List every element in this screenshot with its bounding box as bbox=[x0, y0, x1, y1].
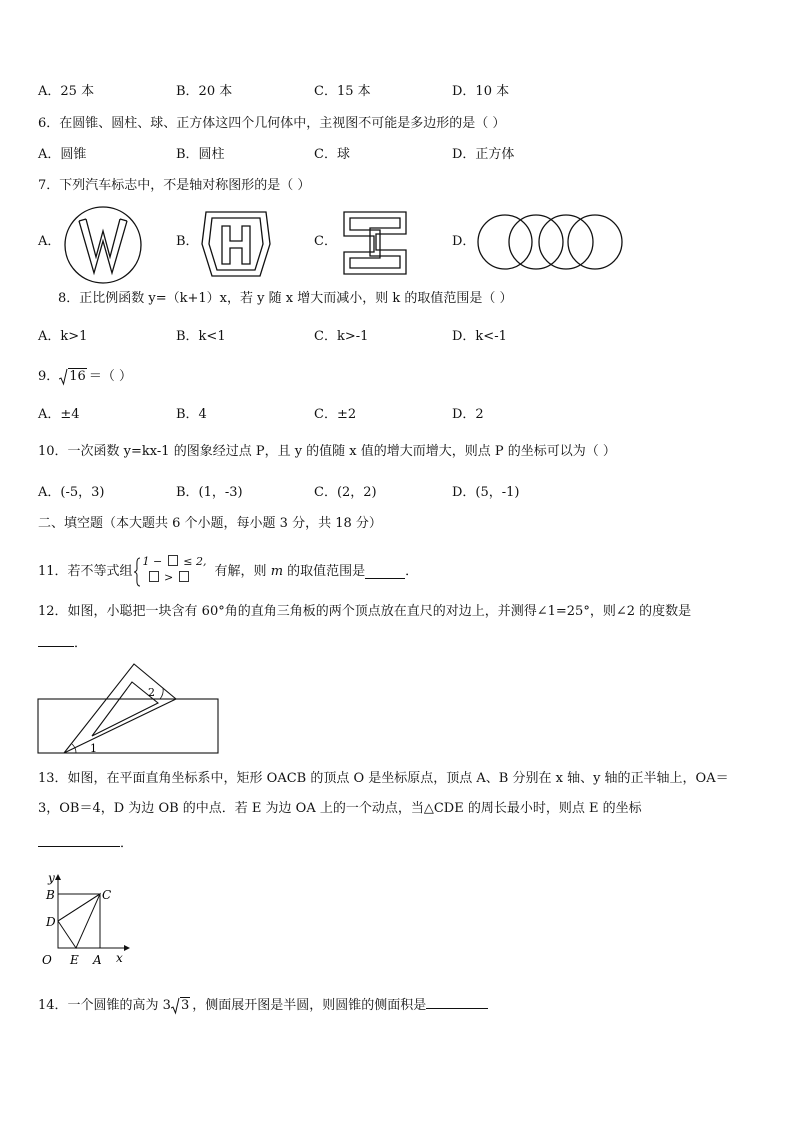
q11-system bbox=[133, 557, 211, 587]
q9-radicand: 16 bbox=[69, 369, 86, 384]
q8-option-d: D．k<-1 bbox=[452, 329, 507, 344]
q7-label-b: B． bbox=[176, 234, 199, 249]
q7-question: 7．下列汽车标志中，不是轴对称图形的是（ ） bbox=[38, 178, 311, 193]
point-o-label: O bbox=[42, 953, 52, 967]
q13-answer-blank bbox=[38, 834, 120, 847]
q9-prefix: 9． bbox=[38, 369, 60, 384]
q8-option-b: B．k<1 bbox=[176, 329, 226, 344]
q11-row2-op: > bbox=[160, 571, 177, 584]
q9-option-c: C．±2 bbox=[314, 407, 357, 422]
q14-question bbox=[38, 996, 488, 1015]
q12-answer-line bbox=[38, 634, 87, 653]
missing-glyph-box bbox=[179, 571, 189, 582]
q14-radicand: 3 bbox=[180, 998, 190, 1013]
q6-question: 6．在圆锥、圆柱、球、正方体这四个几何体中，主视图不可能是多边形的是（ ） bbox=[38, 116, 506, 131]
point-d-label: D bbox=[46, 915, 56, 929]
q9-sqrt bbox=[59, 368, 87, 386]
q10-option-c: C．(2，2) bbox=[314, 485, 377, 500]
missing-glyph-box bbox=[149, 571, 159, 582]
q14-sqrt bbox=[171, 997, 190, 1015]
y-axis-label: y bbox=[48, 871, 55, 885]
section-heading: 二、填空题（本大题共 6 个小题，每小题 3 分，共 18 分） bbox=[38, 516, 382, 531]
angle-1-label: 1 bbox=[90, 742, 97, 755]
q9-suffix: ＝（ ） bbox=[88, 369, 132, 384]
q9-option-a: A．±4 bbox=[38, 407, 80, 422]
q6-option-a: A．圆锥 bbox=[38, 147, 87, 162]
q11-suffix: 的取值范围是 bbox=[283, 564, 366, 579]
q7-label-d: D． bbox=[452, 234, 476, 249]
q6-option-c: C．球 bbox=[314, 147, 350, 162]
q6-option-d: D．正方体 bbox=[452, 147, 515, 162]
ruler-triangle-figure bbox=[36, 662, 222, 756]
q11-var: m bbox=[270, 564, 284, 579]
brace-icon bbox=[133, 557, 141, 587]
q11-question bbox=[38, 557, 418, 585]
q7-label-c: C． bbox=[314, 234, 337, 249]
missing-glyph-box bbox=[168, 555, 178, 566]
q6-options bbox=[38, 146, 758, 164]
q9-option-d: D．2 bbox=[452, 407, 484, 422]
q13-end: ． bbox=[120, 836, 134, 851]
point-a-label: A bbox=[93, 953, 102, 967]
point-e-label: E bbox=[70, 953, 79, 967]
q9-question bbox=[38, 368, 132, 386]
q5-option-c: C．15 本 bbox=[314, 84, 371, 99]
q13-question-line1: 13．如图，在平面直角坐标系中，矩形 OACB 的顶点 O 是坐标原点，顶点 A、B 分别在 x 轴、y 轴的正半轴上，OA＝ bbox=[38, 771, 729, 786]
q11-end: ． bbox=[405, 564, 419, 579]
point-b-label: B bbox=[46, 888, 55, 902]
four-rings-logo-figure bbox=[476, 212, 624, 272]
q13-question-line2: 3，OB＝4，D 为边 OB 的中点．若 E 为边 OA 上的一个动点，当△CDE 的周长最小时，则点 E 的坐标 bbox=[38, 801, 642, 816]
point-c-label: C bbox=[102, 888, 112, 902]
q9-option-b: B．4 bbox=[176, 407, 207, 422]
q5-option-b: B．20 本 bbox=[176, 84, 233, 99]
q12-answer-blank bbox=[38, 634, 74, 647]
q11-row1-left: 1 − bbox=[142, 555, 166, 568]
q12-question: 12．如图，小聪把一块含有 60°角的直角三角板的两个顶点放在直尺的对边上，并测得∠1=25°，则∠2 的度数是 bbox=[38, 604, 692, 619]
q10-option-a: A．(-5，3) bbox=[38, 485, 105, 500]
q8-options bbox=[38, 328, 758, 346]
q14-suffix: ，侧面展开图是半圆，则圆锥的侧面积是 bbox=[192, 998, 427, 1013]
x-axis-label: x bbox=[116, 951, 123, 965]
q10-option-d: D．(5，-1) bbox=[452, 485, 520, 500]
q10-question: 10．一次函数 y=kx-1 的图象经过点 P，且 y 的值随 x 值的增大而增大，则点 P 的坐标可以为（ ） bbox=[38, 444, 616, 459]
q11-mid: 有解，则 bbox=[214, 564, 271, 579]
q11-answer-blank bbox=[365, 566, 405, 579]
q9-options bbox=[38, 406, 758, 424]
q7-label-a: A． bbox=[38, 234, 61, 249]
q6-option-b: B．圆柱 bbox=[176, 147, 225, 162]
q5-option-d: D．10 本 bbox=[452, 84, 510, 99]
q5-options bbox=[38, 83, 758, 101]
sqrt-sign-icon bbox=[171, 997, 180, 1015]
q8-option-c: C．k>-1 bbox=[314, 329, 369, 344]
z-logo-figure bbox=[340, 208, 410, 278]
sqrt-sign-icon bbox=[59, 368, 68, 386]
q11-row1-right: ≤ 2, bbox=[179, 555, 207, 568]
q8-option-a: A．k>1 bbox=[38, 329, 88, 344]
coordinate-figure bbox=[38, 868, 132, 968]
q10-option-b: B．(1，-3) bbox=[176, 485, 243, 500]
q13-answer-line bbox=[38, 834, 133, 853]
q11-row1 bbox=[143, 555, 207, 569]
q12-end: ． bbox=[74, 636, 88, 651]
angle-2-label: 2 bbox=[148, 686, 155, 699]
q8-question: 8．正比例函数 y=（k+1）x，若 y 随 x 增大而减小，则 k 的取值范围是（ ） bbox=[58, 291, 513, 306]
q11-row2 bbox=[147, 571, 191, 585]
q5-option-a: A．25 本 bbox=[38, 84, 95, 99]
q11-prefix: 11．若不等式组 bbox=[38, 564, 133, 579]
q10-options bbox=[38, 484, 758, 502]
q14-answer-blank bbox=[426, 996, 488, 1009]
honda-logo-figure bbox=[200, 208, 272, 280]
q14-prefix: 14．一个圆锥的高为 3 bbox=[38, 998, 171, 1013]
vw-logo-figure bbox=[62, 205, 144, 285]
